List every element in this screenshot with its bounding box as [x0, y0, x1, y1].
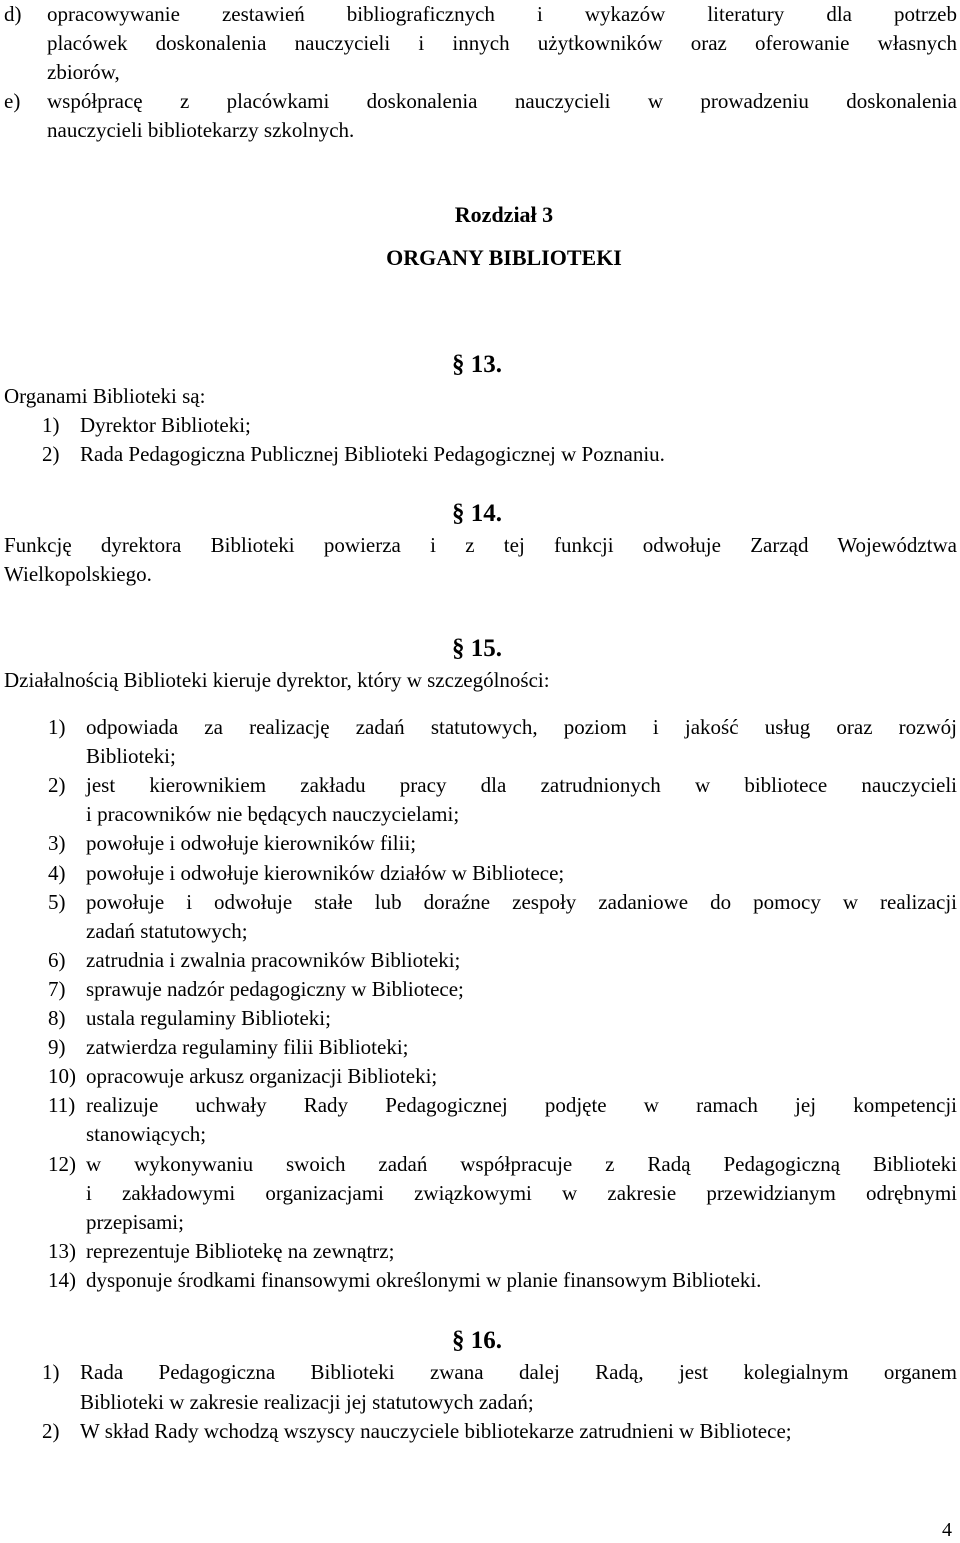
item-number: 1): [48, 715, 66, 739]
section-lead: Działalnością Biblioteki kieruje dyrektor, który w szczególności:: [4, 668, 550, 692]
item-number: 4): [48, 860, 66, 885]
item-text-line: realizuje uchwały Rady Pedagogicznej podjęte w ramach jej kompetencji: [86, 1093, 957, 1118]
item-number: 12): [48, 1151, 76, 1176]
section-label-16: § 16.: [452, 1327, 502, 1354]
item-text-line: zatwierdza regulaminy filii Biblioteki;: [86, 1035, 409, 1060]
item-number: 3): [48, 831, 66, 856]
item-text-line: sprawuje nadzór pedagogiczny w Bibliotece;: [86, 976, 464, 1001]
item-text: Dyrektor Biblioteki;: [80, 413, 251, 437]
item-text-line: opracowywanie zestawień bibliograficznych i wykazów literatury dla potrzeb: [47, 2, 957, 26]
item-text-line: i pracowników nie będących nauczycielami;: [86, 802, 460, 827]
section-label-15: § 15.: [452, 635, 502, 662]
item-text-line: Rada Pedagogiczna Biblioteki zwana dalej Radą, jest kolegialnym organem: [80, 1360, 957, 1384]
item-text-line: zbiorów,: [47, 60, 120, 84]
item-text-line: zadań statutowych;: [86, 918, 248, 943]
item-text-line: odpowiada za realizację zadań statutowych, poziom i jakość usług oraz rozwój: [86, 715, 957, 739]
section-lead: Organami Biblioteki są:: [4, 384, 206, 408]
section-text-line: Funkcję dyrektora Biblioteki powierza i z tej funkcji odwołuje Zarząd Województwa: [4, 533, 957, 557]
item-text-line: stanowiących;: [86, 1122, 207, 1147]
item-text-line: Biblioteki w zakresie realizacji jej statutowych zadań;: [80, 1389, 534, 1414]
item-text-line: placówek doskonalenia nauczycieli i innych użytkowników oraz oferowanie własnych: [47, 31, 957, 55]
item-number: 2): [48, 773, 66, 798]
item-text-line: Biblioteki;: [86, 744, 176, 769]
chapter-subtitle: ORGANY BIBLIOTEKI: [386, 245, 622, 270]
item-text: Rada Pedagogiczna Publicznej Biblioteki Pedagogicznej w Poznaniu.: [80, 442, 665, 466]
item-text-line: i zakładowymi organizacjami związkowymi w zakresie przewidzianym odrębnymi: [86, 1180, 957, 1205]
item-number: 9): [48, 1035, 66, 1060]
section-label-14: § 14.: [452, 500, 502, 527]
item-number: 8): [48, 1006, 66, 1030]
item-text-line: opracowuje arkusz organizacji Biblioteki;: [86, 1064, 438, 1089]
item-number: 1): [42, 1360, 60, 1384]
item-number: 2): [42, 1419, 60, 1443]
item-label: d): [4, 2, 22, 26]
item-text-line: powołuje i odwołuje kierowników filii;: [86, 831, 417, 856]
item-text-line: współpracę z placówkami doskonalenia nauczycieli w prowadzeniu doskonalenia: [47, 89, 957, 113]
chapter-title: Rozdział 3: [454, 202, 554, 227]
item-number: 6): [48, 947, 66, 972]
item-text-line: reprezentuje Bibliotekę na zewnątrz;: [86, 1238, 395, 1263]
item-number: 10): [48, 1064, 76, 1089]
item-text-line: w wykonywaniu swoich zadań współpracuje z Radą Pedagogiczną Biblioteki: [86, 1151, 957, 1176]
page-number: 4: [942, 1519, 952, 1541]
item-label: e): [4, 89, 21, 113]
item-text-line: nauczycieli bibliotekarzy szkolnych.: [47, 118, 355, 142]
item-number: 1): [42, 413, 60, 437]
item-text-line: ustala regulaminy Biblioteki;: [86, 1006, 331, 1030]
item-text-line: powołuje i odwołuje stałe lub doraźne zespoły zadaniowe do pomocy w realizacji: [86, 889, 957, 914]
section-label-13: § 13.: [452, 351, 502, 378]
item-number: 7): [48, 976, 66, 1001]
item-text-line: W skład Rady wchodzą wszyscy nauczyciele bibliotekarze zatrudnieni w Bibliotece;: [80, 1419, 792, 1443]
item-number: 14): [48, 1267, 76, 1292]
section-text-line: Wielkopolskiego.: [4, 562, 152, 586]
item-text-line: jest kierownikiem zakładu pracy dla zatrudnionych w bibliotece nauczycieli: [86, 773, 957, 798]
item-number: 13): [48, 1238, 76, 1263]
item-text-line: powołuje i odwołuje kierowników działów w Bibliotece;: [86, 860, 565, 885]
list-item: [42, 440, 957, 469]
item-text-line: przepisami;: [86, 1209, 184, 1234]
list-item: [42, 411, 957, 440]
item-text-line: dysponuje środkami finansowymi określonymi w planie finansowym Biblioteki.: [86, 1267, 762, 1292]
item-number: 5): [48, 889, 66, 914]
item-text-line: zatrudnia i zwalnia pracowników Biblioteki;: [86, 947, 461, 972]
item-number: 11): [48, 1093, 76, 1118]
item-number: 2): [42, 442, 60, 466]
